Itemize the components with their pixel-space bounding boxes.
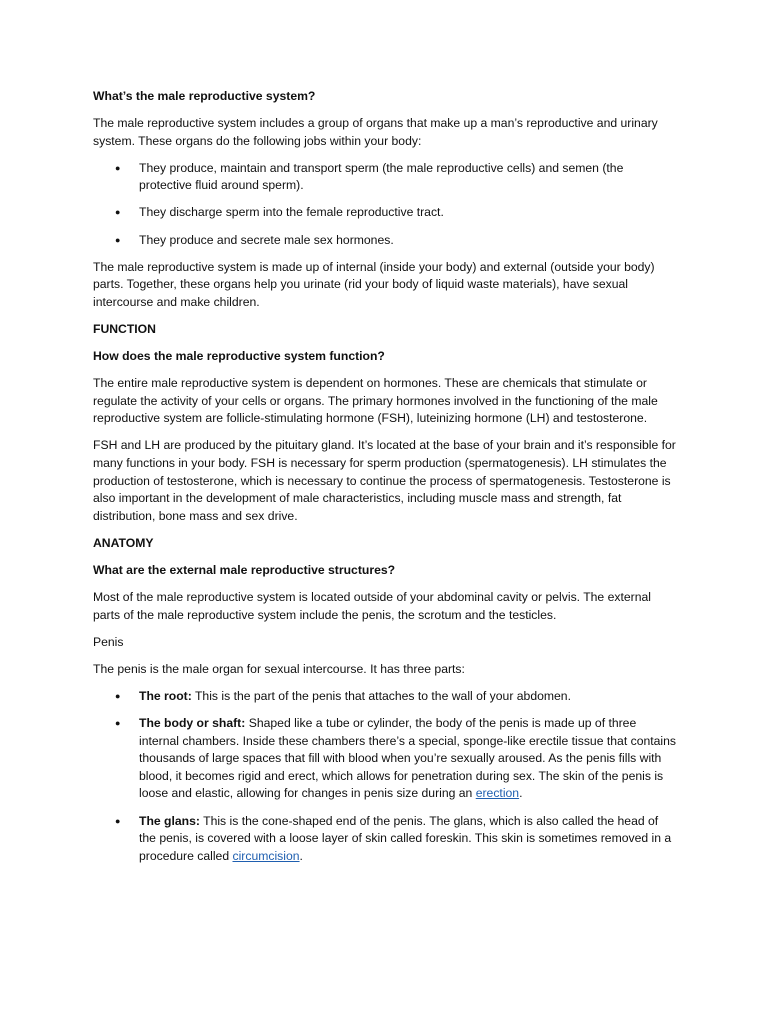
glans-text: This is the cone-shaped end of the penis. The glans, which is also called the head of the penis, is covered with a loose layer of skin called foreskin. This skin is sometimes removed in a procedure called [139, 813, 672, 863]
circumcision-link[interactable]: circumcision [232, 848, 300, 863]
body-label: The body or shaft: [139, 716, 246, 731]
jobs-list [93, 160, 676, 249]
function-paragraph-1: The entire male reproductive system is dependent on hormones. These are chemicals that stimulate or regulate the activity of your cells or organs. The primary hormones involved in the functioning of the male reproductive system are follicle-stimulating hormone (FSH), luteinizing hormone (LH) and testosterone. [93, 376, 658, 426]
function-paragraph-2: FSH and LH are produced by the pituitary gland. It’s located at the base of your brain and it’s responsible for many functions in your body. FSH is necessary for sperm production (spermatogenesis). LH stimulates the production of testosterone, which is necessary to continue the process of spermatogenesis. Testosterone is also important in the development of male characteristics, including muscle mass and strength, fat distribution, bone mass and sex drive. [93, 438, 676, 523]
list-item: ● The body or shaft: Shaped like a tube or cylinder, the body of the penis is made up of three internal chambers. Inside these chambers there’s a special, sponge-like erectile tissue that contains thousands of large spaces that fill with blood when you’re sexually aroused. As the penis fills with blood, it becomes rigid and erect, which allows for penetration during sex. The skin of the penis is loose and elastic, allowing for changes in penis size during an erection. [115, 716, 676, 801]
root-label: The root: [139, 688, 192, 703]
penis-parts-list [93, 688, 676, 865]
bullet-icon: ● [115, 718, 121, 729]
erection-link[interactable]: erection [475, 786, 520, 801]
list-item [93, 688, 676, 706]
bullet-icon: ● [115, 207, 121, 218]
function-heading: FUNCTION [93, 321, 156, 336]
root-text: This is the part of the penis that attaches to the wall of your abdomen. [191, 688, 571, 703]
bullet-icon: ● [115, 162, 121, 173]
intro-paragraph: The male reproductive system includes a group of organs that make up a man’s reproductive and urinary system. These organs do the following jobs within your body: [93, 116, 658, 148]
list-item: ● The glans: This is the cone-shaped end of the penis. The glans, which is also called the head of the penis, is covered with a loose layer of skin called foreskin. This skin is sometimes removed in a procedure called circumcision. [115, 813, 672, 863]
list-item: ● They produce and secrete male sex hormones. [93, 232, 676, 250]
anatomy-question: What are the external male reproductive structures? [93, 562, 396, 577]
list-item: ● They discharge sperm into the female reproductive tract. [93, 204, 676, 222]
anatomy-paragraph: Most of the male reproductive system is located outside of your abdominal cavity or pelvis. The external parts of the male reproductive system include the penis, the scrotum and the testicles. [93, 590, 651, 622]
bullet-icon: ● [115, 690, 121, 701]
bullet-icon: ● [115, 234, 121, 245]
penis-heading: Penis [93, 634, 124, 649]
glans-label: The glans: [139, 813, 200, 828]
function-question: How does the male reproductive system function? [93, 349, 385, 364]
body-text: Shaped like a tube or cylinder, the body of the penis is made up of three internal chambers. Inside these chambers there’s a special, sponge-like erectile tissue that contains thousands of large spaces that fill with blood when you’re sexually aroused. As the penis fills with blood, it becomes rigid and erect, which allows for penetration during sex. The skin of the penis is loose and elastic, allowing for changes in penis size during an [139, 716, 676, 801]
list-item: ● They produce, maintain and transport sperm (the male reproductive cells) and semen (the protective fluid around sperm). [115, 160, 624, 193]
bullet-icon: ● [115, 815, 121, 826]
anatomy-heading: ANATOMY [93, 535, 154, 550]
summary-paragraph: The male reproductive system is made up of internal (inside your body) and external (outside your body) parts. Together, these organs help you urinate (rid your body of liquid waste materials), have sexual intercourse and make children. [93, 259, 655, 309]
penis-intro: The penis is the male organ for sexual intercourse. It has three parts: [93, 661, 465, 676]
page-title: What’s the male reproductive system? [93, 89, 316, 103]
